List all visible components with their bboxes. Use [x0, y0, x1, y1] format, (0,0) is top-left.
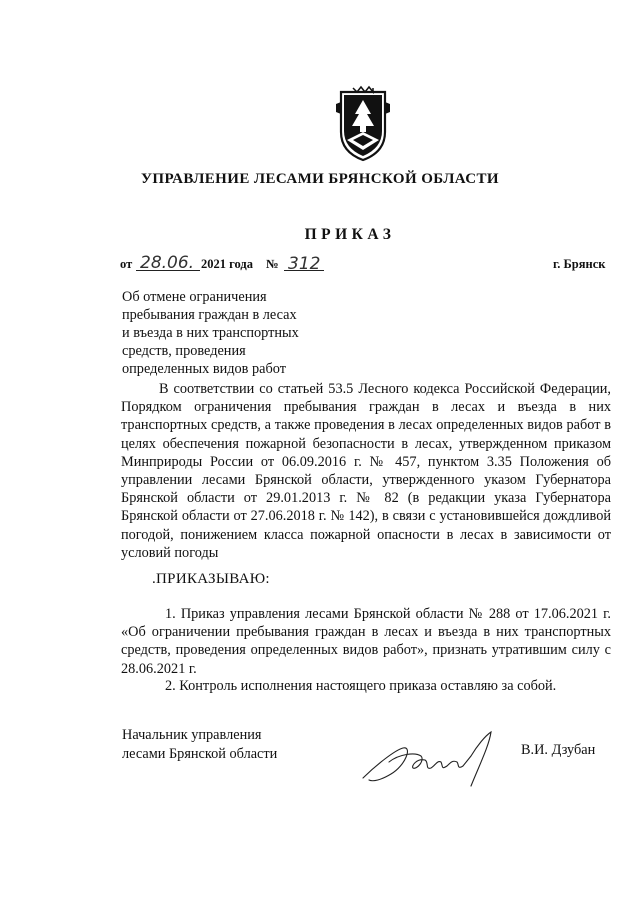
subject-line: Об отмене ограничения: [122, 289, 267, 305]
signatory-title-line: лесами Брянской области: [122, 745, 278, 762]
coat-of-arms-icon: [333, 84, 393, 164]
date-prefix: от: [120, 257, 133, 271]
preamble-paragraph: В соответствии со статьей 53.5 Лесного кодекса Российской Федерации, Порядком ограничения пребывания граждан в лесах и въезда в них транспортных средств, а также проведения в лесах определенных видов работ в целях обеспечения пожарной безопасности в лесах, утвержденном приказом Минприроды России от 06.09.2016 г. № 457, пунктом 3.35 Положения об управлении лесами Брянской области, утвержденного указом Губернатора Брянской области от 29.01.2013 г. № 82 (в редакции указа Губернатора Брянской области от 27.06.2018 г. № 142), в связи с установившейся дождливой погодой, понижением класса пожарной опасности в лесах в зависимости от условий погоды: [121, 381, 611, 561]
subject-line: определенных видов работ: [122, 361, 286, 377]
handwritten-date: 28.06.: [140, 253, 195, 273]
number-sign: №: [266, 257, 279, 271]
date-number-line: [120, 252, 620, 278]
handwritten-number: 312: [288, 254, 321, 274]
order-item-2: 2. Контроль исполнения настоящего приказа оставляю за собой.: [165, 678, 557, 694]
signatory-title-line: Начальник управления: [122, 727, 262, 743]
subject-line: и въезда в них транспортных: [122, 325, 299, 341]
signatory-title: [122, 726, 342, 763]
subject-line: средств, проведения: [122, 343, 246, 359]
document-type-title: ПРИКАЗ: [304, 226, 396, 243]
order-word: .ПРИКАЗЫВАЮ:: [152, 571, 270, 587]
order-item-1: 1. Приказ управления лесами Брянской области № 288 от 17.06.2021 г. «Об ограничении пребывания граждан в лесах и въезда в них транспортных средств, проведения определенных видов работ», признать утратившим силу с 28.06.2021 г.: [121, 606, 611, 677]
signatory-name: В.И. Дзубан: [521, 742, 596, 758]
date-underline: [136, 270, 200, 271]
subject-line: пребывания граждан в лесах: [122, 307, 297, 323]
document-subject: [122, 288, 382, 378]
city: г. Брянск: [553, 257, 606, 271]
number-underline: [284, 270, 324, 271]
organization-name: УПРАВЛЕНИЕ ЛЕСАМИ БРЯНСКОЙ ОБЛАСТИ: [141, 171, 499, 187]
date-year: 2021 года: [201, 257, 253, 271]
handwritten-signature-icon: [355, 726, 505, 796]
